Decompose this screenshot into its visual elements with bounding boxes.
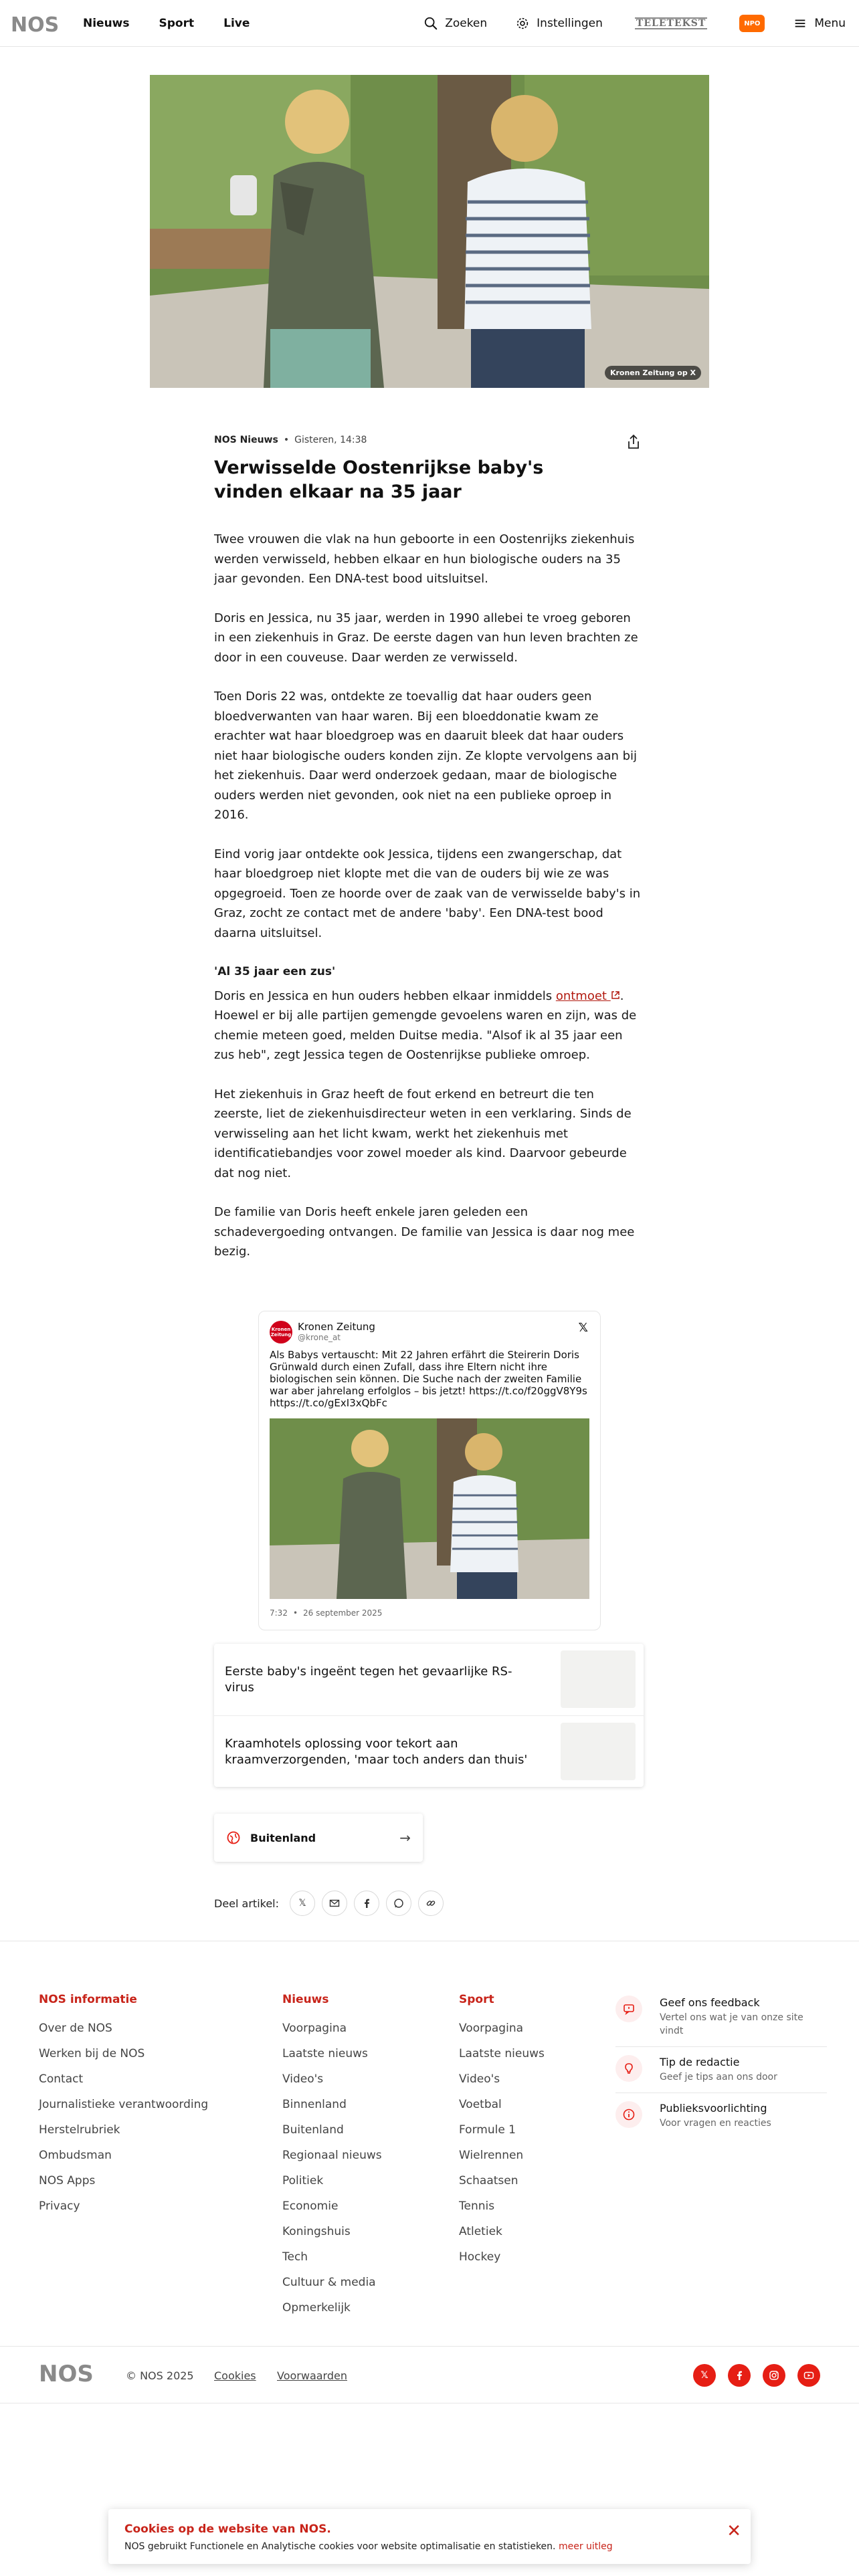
cookies-link[interactable]: Cookies (214, 2369, 256, 2382)
footer-link[interactable]: Journalistieke verantwoording (39, 2098, 209, 2111)
article-subheading: 'Al 35 jaar een zus' (214, 965, 336, 978)
tweet-footer (270, 1608, 382, 1618)
npo-link[interactable] (739, 15, 765, 32)
search-label: Zoeken (445, 17, 488, 30)
footer-link[interactable]: Video's (282, 2072, 324, 2086)
mail-icon (329, 1898, 340, 1909)
footer-contact-list (615, 1988, 827, 2139)
voorwaarden-link[interactable]: Voorwaarden (277, 2369, 347, 2382)
nav-sport[interactable]: Sport (159, 17, 195, 30)
feedback-subtitle: Vertel ons wat je van onze site vindt (660, 2012, 803, 2036)
footer-link[interactable]: Werken bij de NOS (39, 2047, 145, 2060)
hero-photo (150, 75, 709, 388)
info-icon (615, 2101, 642, 2128)
search-icon (423, 16, 438, 31)
x-social-icon: 𝕏 (700, 2370, 708, 2381)
menu-label: Menu (814, 17, 846, 30)
share-button[interactable] (625, 433, 642, 451)
footer-link[interactable]: Atletiek (459, 2225, 502, 2238)
meta-separator: • (283, 435, 290, 445)
footer-link[interactable]: NOS Apps (39, 2174, 96, 2187)
related-article-title: Eerste baby's ingeënt tegen het gevaarlijke RS-virus (225, 1665, 512, 1695)
instagram-social-link[interactable] (763, 2364, 785, 2387)
publieksvoorlichting-subtitle: Voor vragen en reacties (660, 2118, 771, 2129)
related-article-thumbnail (561, 1723, 636, 1780)
footer-bottom-bar (0, 2346, 859, 2403)
cookie-banner-title: Cookies op de website van NOS. (124, 2523, 331, 2536)
footer-link[interactable]: Laatste nieuws (282, 2047, 368, 2060)
footer-link[interactable]: Voorpagina (282, 2022, 347, 2035)
footer-nos-logo[interactable]: NOS (39, 2361, 94, 2387)
footer-heading: Nieuws (282, 1993, 329, 2006)
article-paragraph: Toen Doris 22 was, ontdekte ze toevallig dat haar ouders geen bloedverwanten van haar waren. Bij een bloeddonatie kwam ze erachter wat haar bloedgroep was en daaruit bleek dat haar ouders niet haar biologische ouders konden zijn. Ze klopte vervolgens aan bij het ziekenhuis. Daar werd onderzoek gedaan, maar de biologische ouders werden niet gevonden, ook niet na een publieke oproep in 2016. (214, 689, 638, 822)
tip-redactie-link[interactable] (615, 2047, 827, 2093)
article-intro: Twee vrouwen die vlak na hun geboorte in een Oostenrijks ziekenhuis werden verwisseld, hebben elkaar en hun biologische ouders na 35 jaar gevonden. Een DNA-test bood uitsluitsel. (214, 532, 635, 586)
ontmoet-link-text: ontmoet (555, 988, 607, 1003)
footer-link[interactable]: Contact (39, 2072, 84, 2086)
tip-title: Tip de redactie (660, 2056, 740, 2068)
article-body (214, 530, 642, 1281)
footer-link[interactable]: Schaatsen (459, 2174, 518, 2187)
footer-link[interactable]: Binnenland (282, 2098, 347, 2111)
tweet-avatar: Kronen Zeitung (270, 1321, 292, 1344)
cookie-banner-text (124, 2541, 613, 2552)
footer-link[interactable]: Laatste nieuws (459, 2047, 545, 2060)
facebook-icon (361, 1898, 372, 1909)
lightbulb-icon (615, 2055, 642, 2082)
nos-logo[interactable] (11, 13, 62, 35)
tip-subtitle: Geef je tips aan ons door (660, 2072, 777, 2082)
article-timestamp: Gisteren, 14:38 (294, 435, 367, 445)
category-tag-buitenland[interactable] (214, 1814, 423, 1862)
tweet-date: 26 september 2025 (303, 1608, 383, 1618)
footer-link[interactable]: Tennis (459, 2199, 495, 2213)
globe-icon (226, 1830, 241, 1845)
footer-link[interactable]: Buitenland (282, 2123, 344, 2137)
embedded-tweet[interactable] (258, 1311, 601, 1630)
paragraph-text: . Hoewel er bij alle partijen gemengde gevoelens waren en zijn, was de chemie meteen goed, melden Duitse media. "Alsof ik al 35 jaar een zus heb", zegt Jessica tegen de Oostenrijkse publieke omroep. (214, 988, 637, 1062)
related-article-thumbnail (561, 1650, 636, 1708)
footer-link[interactable]: Video's (459, 2072, 500, 2086)
top-navigation-bar (0, 0, 859, 47)
x-logo-icon: 𝕏 (578, 1321, 588, 1335)
facebook-social-icon (734, 2370, 745, 2381)
related-article[interactable] (214, 1715, 644, 1787)
footer-link[interactable]: Formule 1 (459, 2123, 516, 2137)
main-navigation (83, 0, 250, 47)
footer-link[interactable]: Cultuur & media (282, 2276, 376, 2289)
cookie-more-info-link[interactable]: meer uitleg (558, 2541, 613, 2552)
footer-link[interactable]: Over de NOS (39, 2022, 112, 2035)
footer-link[interactable]: Koningshuis (282, 2225, 351, 2238)
external-link-icon (611, 990, 620, 1000)
article-title: Verwisselde Oostenrijkse baby's vinden elkaar na 35 jaar (214, 457, 544, 502)
footer-link[interactable]: Wielrennen (459, 2149, 524, 2162)
article-paragraph: De familie van Doris heeft enkele jaren geleden een schadevergoeding ontvangen. De familie van Jessica is daar nog mee bezig. (214, 1205, 635, 1259)
footer-heading: Sport (459, 1993, 494, 2006)
footer-column-nos-informatie (39, 1993, 208, 2219)
nav-nieuws[interactable]: Nieuws (83, 17, 130, 30)
share-bar-label: Deel artikel: (214, 1897, 280, 1910)
nos-logo-mark (11, 13, 62, 35)
feedback-icon (615, 1996, 642, 2022)
article-paragraph: Doris en Jessica, nu 35 jaar, werden in 1990 allebei te vroeg geboren in een ziekenhuis in Graz. De eerste dagen van hun leven brachten ze door in een couveuse. Daar werden ze verwisseld. (214, 611, 638, 665)
footer-heading: NOS informatie (39, 1993, 137, 2006)
tweet-author-handle: @krone_at (298, 1333, 341, 1342)
footer-link[interactable]: Economie (282, 2199, 339, 2213)
social-links (693, 2364, 820, 2387)
paragraph-text: Doris en Jessica en hun ouders hebben elkaar inmiddels (214, 988, 556, 1003)
publieksvoorlichting-link[interactable] (615, 2093, 827, 2139)
footer-link[interactable]: Voorpagina (459, 2022, 524, 2035)
copyright: © NOS 2025 (126, 2369, 194, 2382)
feedback-link[interactable] (615, 1988, 827, 2047)
cookie-banner-body: NOS gebruikt Functionele en Analytische cookies voor website optimalisatie en statistieken. (124, 2541, 556, 2552)
category-tag-label: Buitenland (250, 1831, 316, 1844)
feedback-title: Geef ons feedback (660, 1996, 760, 2009)
article-meta (214, 435, 367, 445)
settings-label: Instellingen (537, 17, 603, 30)
share-copy-link-button[interactable] (418, 1891, 444, 1916)
close-icon[interactable]: ✕ (727, 2521, 741, 2541)
publieksvoorlichting-title: Publieksvoorlichting (660, 2102, 767, 2115)
hero-image (150, 75, 709, 388)
instagram-social-icon (769, 2370, 779, 2381)
tweet-text: Als Babys vertauscht: Mit 22 Jahren erfährt die Steirerin Doris Grünwald durch einen Zufall, dass ihre Eltern nicht ihre biologischen sein können. Die Suche nach der zweiten Familie war aber jahrelang erfolglos – bis jetzt! https://t.co/f20ggV8Y9s https://t.co/gExI3xQbFc (270, 1349, 587, 1409)
footer-link[interactable]: Privacy (39, 2199, 80, 2213)
hamburger-icon (793, 16, 807, 31)
footer-link[interactable]: Ombudsman (39, 2149, 112, 2162)
tweet-time: 7:32 (270, 1608, 288, 1618)
arrow-right-icon: → (399, 1830, 411, 1846)
youtube-social-icon (803, 2370, 814, 2381)
share-email-button[interactable] (322, 1891, 347, 1916)
teletekst-link[interactable]: TELETEKST (636, 18, 706, 29)
tweet-photo[interactable] (270, 1418, 589, 1599)
footer-link[interactable]: Voetbal (459, 2098, 502, 2111)
x-icon: 𝕏 (298, 1898, 306, 1909)
tweet-author-name: Kronen Zeitung (298, 1321, 375, 1333)
photo-credit: Kronen Zeitung op X (605, 366, 701, 380)
youtube-social-link[interactable] (797, 2364, 820, 2387)
share-icon (625, 433, 642, 451)
footer-column-nieuws (282, 1993, 382, 2321)
menu-button[interactable] (793, 16, 846, 31)
footer-link[interactable]: Opmerkelijk (282, 2301, 351, 2315)
settings-button[interactable] (515, 16, 603, 31)
search-button[interactable] (423, 16, 487, 31)
share-x-button[interactable] (290, 1891, 315, 1916)
nos-logo-letters: NOS (11, 13, 60, 35)
footer-link[interactable]: Regionaal nieuws (282, 2149, 382, 2162)
footer-column-sport (459, 1993, 545, 2270)
share-bar (214, 1890, 444, 1917)
whatsapp-icon (393, 1898, 404, 1909)
header-actions (395, 0, 846, 47)
article-paragraph: Het ziekenhuis in Graz heeft de fout erkend en betreurt die ten zeerste, liet de ziekenhuisdirecteur weten in een verklaring. Sinds de verwisseling aan het licht kwam, werkt het ziekenhuis met identificatiebandjes voor zowel moeder als kind. Daarvoor gebeurde dat nog niet. (214, 1087, 632, 1180)
related-article-title: Kraamhotels oplossing voor tekort aan kraamverzorgenden, 'maar toch anders dan thuis' (225, 1737, 528, 1767)
facebook-social-link[interactable] (728, 2364, 751, 2387)
tweet-separator: • (292, 1608, 298, 1618)
tweet-photo-image (270, 1418, 589, 1599)
footer-link[interactable]: Politiek (282, 2174, 324, 2187)
share-facebook-button[interactable] (354, 1891, 379, 1916)
npo-label: NPO (744, 19, 761, 27)
gear-icon (515, 16, 530, 31)
article-paragraph (214, 986, 642, 1065)
footer-link[interactable]: Tech (282, 2250, 308, 2264)
article-source: NOS Nieuws (214, 435, 278, 445)
related-article[interactable] (214, 1644, 644, 1715)
nav-live[interactable]: Live (223, 17, 250, 30)
related-articles (214, 1644, 644, 1787)
link-icon (425, 1898, 436, 1909)
x-social-link[interactable] (693, 2364, 716, 2387)
footer-link[interactable]: Hockey (459, 2250, 501, 2264)
share-whatsapp-button[interactable] (386, 1891, 411, 1916)
footer-link[interactable]: Herstelrubriek (39, 2123, 120, 2137)
cookie-banner (108, 2509, 751, 2564)
article-paragraph: Eind vorig jaar ontdekte ook Jessica, tijdens een zwangerschap, dat haar bloedgroep niet klopte met die van de ouders bij wie ze was opgegroeid. Toen ze hoorde over de zaak van de verwisselde baby's in Graz, zocht ze contact met de andere 'baby'. Een DNA-test bood daarna uitsluitsel. (214, 847, 641, 940)
ontmoet-link[interactable] (556, 989, 620, 1003)
